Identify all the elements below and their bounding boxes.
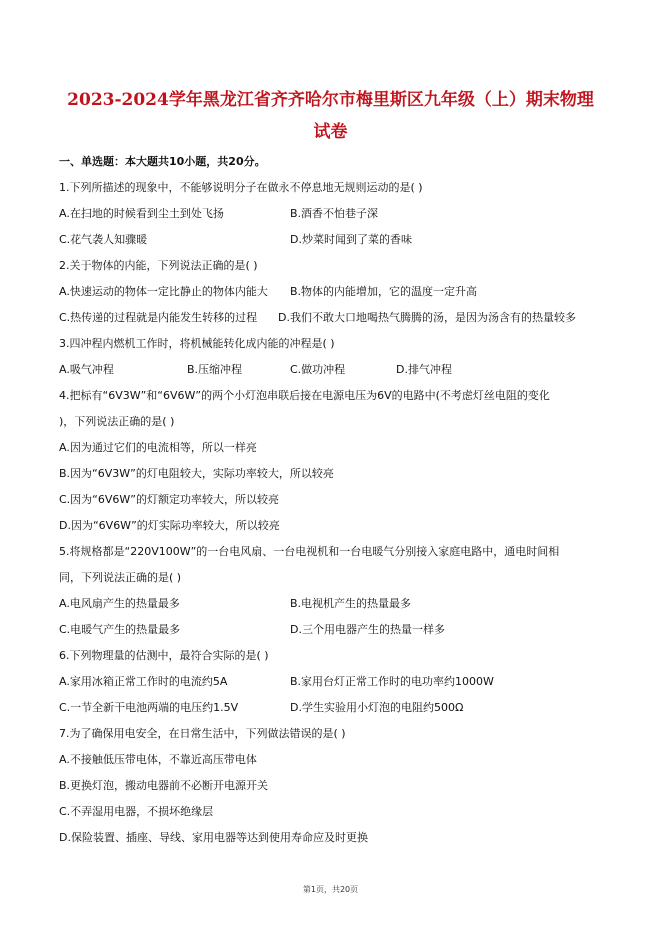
question-3-option-b: B.压缩冲程 <box>187 363 243 376</box>
question-6-stem: 6.下列物理量的估测中，最符合实际的是( ) <box>59 649 269 662</box>
question-7-option-b: B.更换灯泡，搬动电器前不必断开电源开关 <box>59 779 269 792</box>
question-2-stem: 2.关于物体的内能，下列说法正确的是( ) <box>59 259 258 272</box>
question-7-option-d: D.保险装置、插座、导线、家用电器等达到使用寿命应及时更换 <box>59 831 368 844</box>
question-1-option-b: B.酒香不怕巷子深 <box>290 207 379 220</box>
question-5-option-d: D.三个用电器产生的热量一样多 <box>290 623 445 636</box>
page-footer: 第1页，共20页 <box>302 885 359 894</box>
question-3-option-d: D.排气冲程 <box>396 363 452 376</box>
question-1-option-a: A.在扫地的时候看到尘土到处飞扬 <box>59 207 224 220</box>
question-7-stem: 7.为了确保用电安全，在日常生活中，下列做法错误的是( ) <box>59 727 346 740</box>
exam-title-line1: 2023-2024学年黑龙江省齐齐哈尔市梅里斯区九年级（上）期末物理 <box>67 90 594 110</box>
question-5-option-b: B.电视机产生的热量最多 <box>290 597 412 610</box>
question-3-option-a: A.吸气冲程 <box>59 363 114 376</box>
question-4-option-a: A.因为通过它们的电流相等，所以一样亮 <box>59 441 257 454</box>
question-4-stem-line2: )，下列说法正确的是( ) <box>59 415 175 428</box>
question-4-option-b: B.因为“6V3W”的灯电阻较大，实际功率较大，所以较亮 <box>59 467 334 480</box>
question-5-stem-line1: 5.将规格都是“220V100W”的一台电风扇、一台电视机和一台电暖气分别接入家庭电路中，通电时间相 <box>59 545 560 558</box>
question-2-option-c: C.热传递的过程就是内能发生转移的过程 <box>59 311 258 324</box>
question-5-option-c: C.电暖气产生的热量最多 <box>59 623 181 636</box>
question-1-option-c: C.花气袭人知骤暖 <box>59 233 148 246</box>
question-3-option-c: C.做功冲程 <box>290 363 346 376</box>
question-6-option-b: B.家用台灯正常工作时的电功率约1000W <box>290 675 494 688</box>
question-2-option-d: D.我们不敢大口地喝热气腾腾的汤，是因为汤含有的热量较多 <box>278 311 576 324</box>
question-3-stem: 3.四冲程内燃机工作时，将机械能转化成内能的冲程是( ) <box>59 337 335 350</box>
question-5-option-a: A.电风扇产生的热量最多 <box>59 597 180 610</box>
question-4-stem-line1: 4.把标有“6V3W”和“6V6W”的两个小灯泡串联后接在电源电压为6V的电路中(不考虑灯丝电阻的变化 <box>59 389 550 402</box>
exam-title-line2: 试卷 <box>313 122 348 142</box>
question-1-stem: 1.下列所描述的现象中，不能够说明分子在做永不停息地无规则运动的是( ) <box>59 181 423 194</box>
section-heading: 一、单选题：本大题共10小题，共20分。 <box>59 155 266 168</box>
question-5-stem-line2: 同，下列说法正确的是( ) <box>59 571 182 584</box>
question-4-option-c: C.因为“6V6W”的灯额定功率较大，所以较亮 <box>59 493 279 506</box>
question-7-option-c: C.不弄湿用电器，不损坏绝缘层 <box>59 805 214 818</box>
question-2-option-a: A.快速运动的物体一定比静止的物体内能大 <box>59 285 268 298</box>
question-1-option-d: D.炒菜时闻到了菜的香味 <box>290 233 412 246</box>
question-4-option-d: D.因为“6V6W”的灯实际功率较大，所以较亮 <box>59 519 280 532</box>
question-6-option-a: A.家用冰箱正常工作时的电流约5A <box>59 675 228 688</box>
question-6-option-c: C.一节全新干电池两端的电压约1.5V <box>59 701 239 714</box>
question-2-option-b: B.物体的内能增加，它的温度一定升高 <box>290 285 478 298</box>
question-6-option-d: D.学生实验用小灯泡的电阻约500Ω <box>290 701 464 714</box>
question-7-option-a: A.不接触低压带电体，不靠近高压带电体 <box>59 753 257 766</box>
